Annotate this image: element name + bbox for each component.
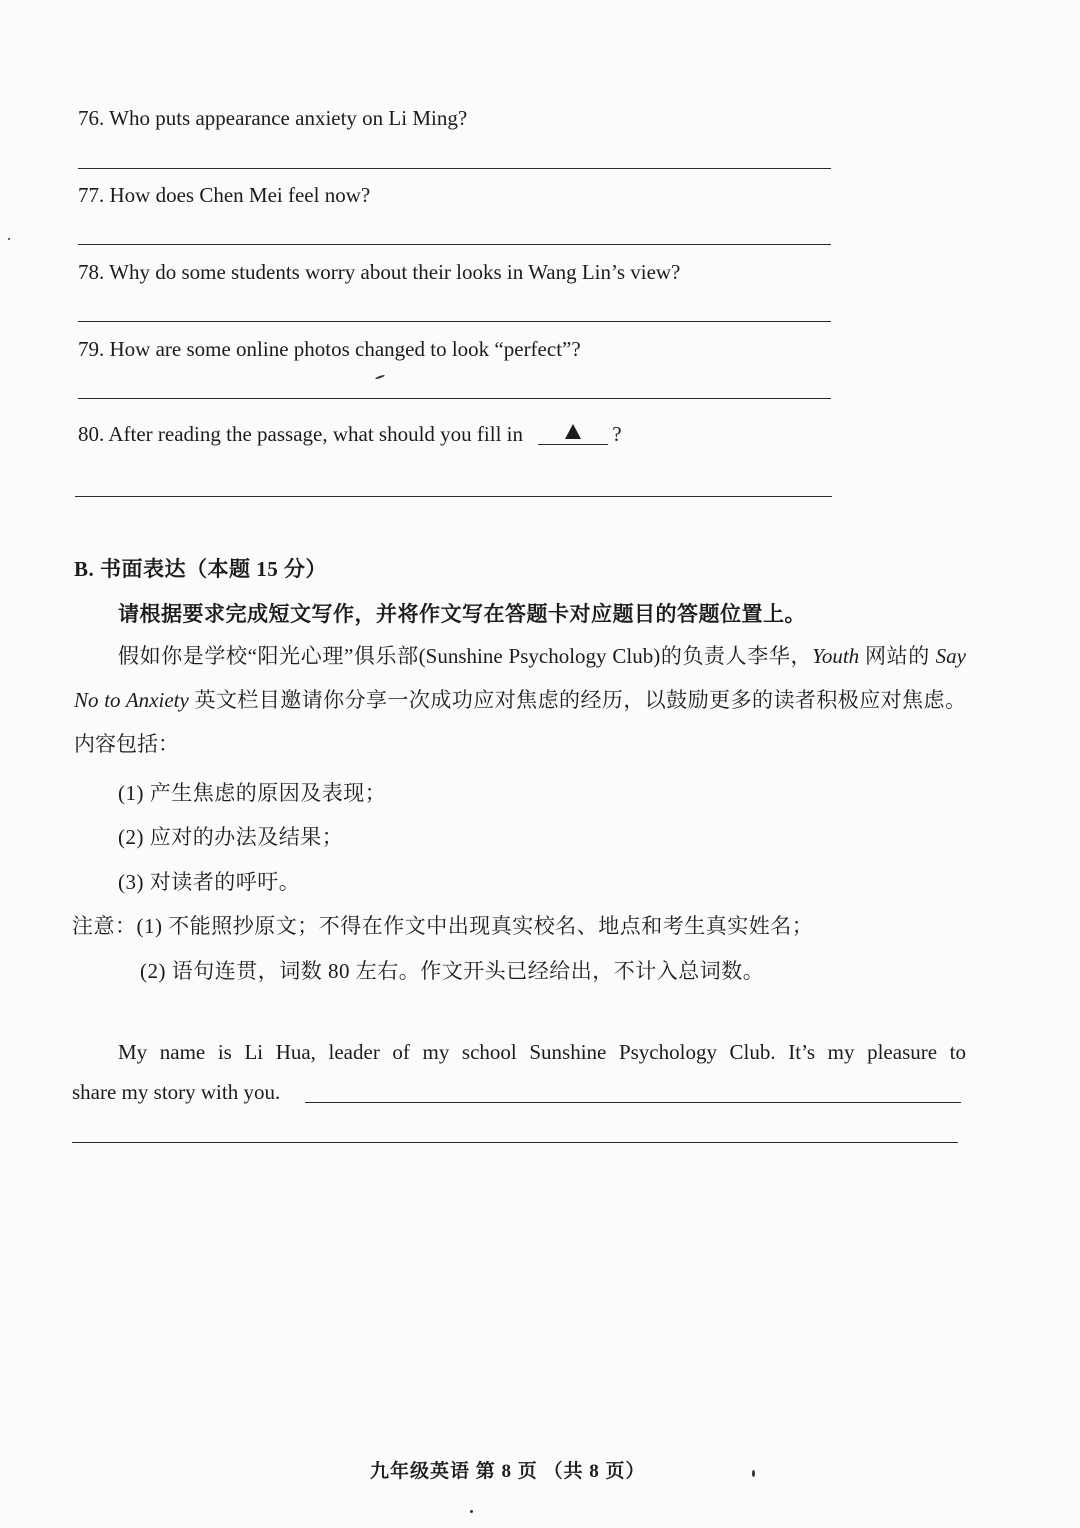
question-text: How does Chen Mei feel now? (109, 183, 371, 207)
question-80 (78, 422, 622, 447)
prompt-column: Say No to Anxiety (74, 644, 966, 712)
scan-speck (375, 374, 385, 379)
prompt-part2: 网站的 (859, 644, 936, 668)
scan-speck (8, 238, 10, 240)
question-76 (78, 106, 467, 131)
page-footer: 九年级英语 第 8 页 （共 8 页） (370, 1461, 646, 1482)
question-text: How are some online photos changed to look “perfect”? (109, 337, 581, 361)
section-b-heading: B. 书面表达（本题 15 分） (74, 557, 328, 581)
question-suffix: ? (612, 422, 622, 446)
note-1 (72, 910, 813, 940)
content-item-2: (2) 应对的办法及结果； (118, 825, 344, 849)
question-number: 76. (78, 106, 105, 130)
question-text: Who puts appearance anxiety on Li Ming? (109, 106, 468, 130)
question-number: 78. (78, 260, 105, 284)
prompt-youth: Youth (812, 644, 860, 668)
question-79 (78, 337, 581, 362)
question-text: Why do some students worry about their looks in Wang Lin’s view? (109, 260, 681, 284)
scan-speck (470, 1510, 473, 1513)
scan-speck (752, 1470, 755, 1477)
question-78 (78, 260, 680, 285)
essay-line-1[interactable] (305, 1102, 961, 1103)
prompt-part3: 英文栏目邀请你分享一次成功应对焦虑的经历，以鼓励更多的读者积极应对焦虑。内容包括： (74, 688, 967, 756)
answer-line-79[interactable] (78, 398, 831, 399)
answer-line-78[interactable] (78, 321, 831, 322)
question-number: 80. (78, 422, 105, 446)
answer-line-76[interactable] (78, 168, 831, 169)
question-text: After reading the passage, what should you fill in (108, 422, 523, 446)
section-b-instruction: 请根据要求完成短文写作，并将作文写在答题卡对应题目的答题位置上。 (118, 602, 806, 626)
note-label: 注意： (72, 914, 137, 938)
essay-line-2[interactable] (72, 1142, 958, 1143)
prompt-part1: 假如你是学校“阳光心理”俱乐部(Sunshine Psychology Club)的负责人李华， (118, 644, 813, 668)
answer-line-77[interactable] (78, 244, 831, 245)
triangle-icon (565, 424, 581, 439)
question-number: 79. (78, 337, 105, 361)
question-number: 77. (78, 183, 105, 207)
question-77 (78, 183, 370, 208)
essay-start-line-1: My name is Li Hua, leader of my school Sunshine Psychology Club. It’s my pleasure to (118, 1040, 966, 1064)
note-2: (2) 语句连贯，词数 80 左右。作文开头已经给出，不计入总词数。 (140, 959, 765, 983)
fill-blank (538, 424, 608, 445)
note-text: (1) 不能照抄原文；不得在作文中出现真实校名、地点和考生真实姓名； (136, 914, 814, 938)
answer-line-80[interactable] (75, 496, 832, 497)
content-item-3: (3) 对读者的呼吁。 (118, 870, 301, 894)
essay-start-line-2: share my story with you. (72, 1080, 281, 1104)
writing-prompt (74, 634, 966, 766)
content-item-1: (1) 产生焦虑的原因及表现； (118, 781, 387, 805)
